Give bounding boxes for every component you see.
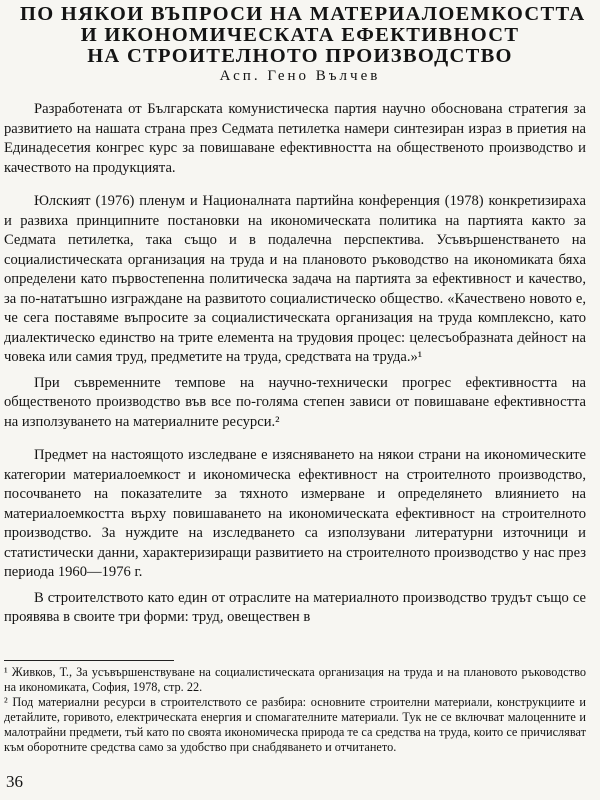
paragraph-3: При съвременните темпове на научно-технически прогрес ефективността на общественото производство във все по-голяма степен зависи от повишаване ефективността на използуването на материалните ресурси.²	[4, 374, 586, 430]
article-title	[20, 3, 586, 67]
article-body	[4, 100, 586, 634]
title-line-1: ПО НЯКОИ ВЪПРОСИ НА МАТЕРИАЛОЕМКОСТТА	[20, 3, 586, 25]
footnotes	[4, 665, 586, 755]
footnote-2: ² Под материални ресурси в строителството се разбира: основните строителни материали, конструкциите и детайлите, горивото, електрическата енергия и спомагателните материали. Тук не се включват малоценните и малотрайни предмети, тъй като по своята икономическа природа те са средства на труда, които се причисляват към оборотните средства само за удобство при снабдяването и отчитането.	[4, 695, 586, 754]
footnote-1: ¹ Живков, Т., За усъвършенствуване на социалистическата организация на труда и на плановото ръководство на икономиката, София, 1978, стр. 22.	[4, 665, 586, 694]
author-name: Асп. Гено Вълчев	[219, 68, 381, 84]
title-line-2: И ИКОНОМИЧЕСКАТА ЕФЕКТИВНОСТ	[80, 24, 520, 46]
paragraph-2: Юлският (1976) пленум и Националната партийна конференция (1978) конкретизираха и развиха принципните постановки на икономическата политика на партията както за Седмата петилетка, така също и в подалечна перспектива. Усъвършенстването на социалистическата организация на труда и на плановото ръководство на икономиката бяха определени като първостепенна политическа задача на партията за ефективност и качество, за по-нататъшно изграждане на развитото социалистическо общество. «Качествено новото е, че сега поставяме въпросите за социалистическата организация на труда комплексно, като диалектическо единство на трите елемента на трудовия процес: целесъобразната дейност на човека или самия труд, предметите на труда, средствата на труда.»¹	[4, 193, 586, 365]
paragraph-4: Предмет на настоящото изследване е изясняването на някои страни на икономическите категории материалоемкост и икономическа ефективност на строителното производство, посочването на показателите за тяхното измерване и определянето влиянието на материалоемкостта върху повишаването на икономическата ефективност на строителното производство. За нуждите на изследването са използувани литературни източници и статистически данни, характеризиращи развитието на строителното производство у нас през периода 1960—1976 г.	[4, 447, 586, 580]
paragraph-5: В строителството като един от отраслите на материалното производство трудът също се проявява в своите три форми: труд, овеществен в	[4, 589, 586, 625]
paragraph-1: Разработената от Българската комунистическа партия научно обоснована стратегия за развитието на нашата страна през Седмата петилетка намери синтезиран израз в приетия на Единадесетия конгрес курс за повишаване ефективността на общественото производство и качеството на продукцията.	[4, 101, 586, 176]
footnote-separator	[4, 660, 174, 661]
page-number: 36	[6, 772, 23, 791]
title-line-3: НА СТРОИТЕЛНОТО ПРОИЗВОДСТВО	[87, 45, 513, 67]
